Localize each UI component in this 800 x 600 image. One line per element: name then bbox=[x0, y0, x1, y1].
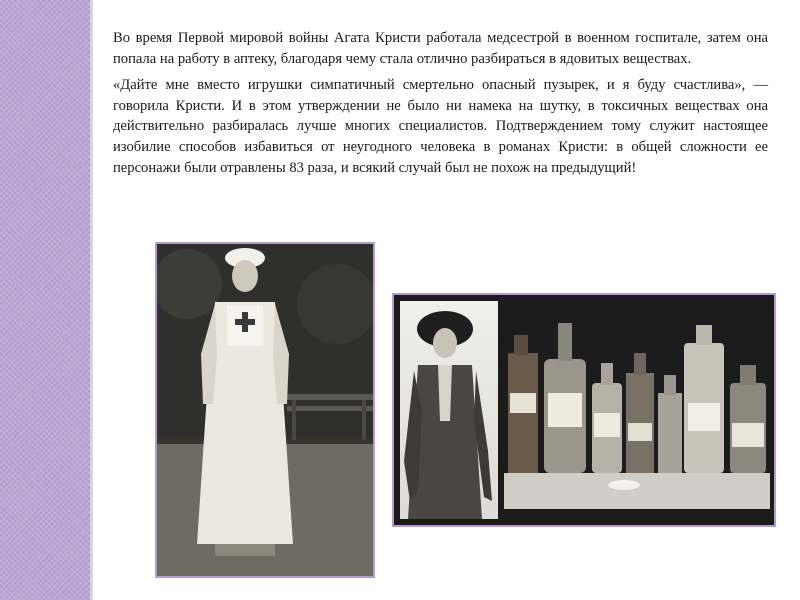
bottles-illustration bbox=[504, 313, 770, 509]
nurse-figure-illustration bbox=[157, 244, 373, 576]
pharmacy-collage-photo bbox=[392, 293, 776, 527]
portrait-with-hat bbox=[400, 301, 498, 519]
paragraph-war-nurse: Во время Первой мировой войны Агата Кристи работала медсестрой в военном госпитале, затем она попала на работу в аптеку, благодаря чему стала отлично разбираться в ядовитых веществах. bbox=[113, 30, 768, 67]
woman-in-hat-illustration bbox=[400, 301, 498, 519]
nurse-photo bbox=[155, 242, 375, 578]
decorative-side-stripe bbox=[0, 0, 90, 600]
poison-bottles-shelf bbox=[504, 313, 770, 509]
slide-text bbox=[113, 28, 768, 184]
paragraph-poison-quote: «Дайте мне вместо игрушки симпатичный смертельно опасный пузырек, и я буду счастлива», — говорила Кристи. И в этом утверждении не было ни намека на шутку, в токсичных веществах она действительно разбиралась лучше многих специалистов. Подтверждением тому служит настоящее изобилие способов избавиться от неугодного человека в романах Кристи: в общей сложности ее персонажи были отравлены 83 раза, и всякий случай был не похож на предыдущий! bbox=[113, 77, 768, 176]
